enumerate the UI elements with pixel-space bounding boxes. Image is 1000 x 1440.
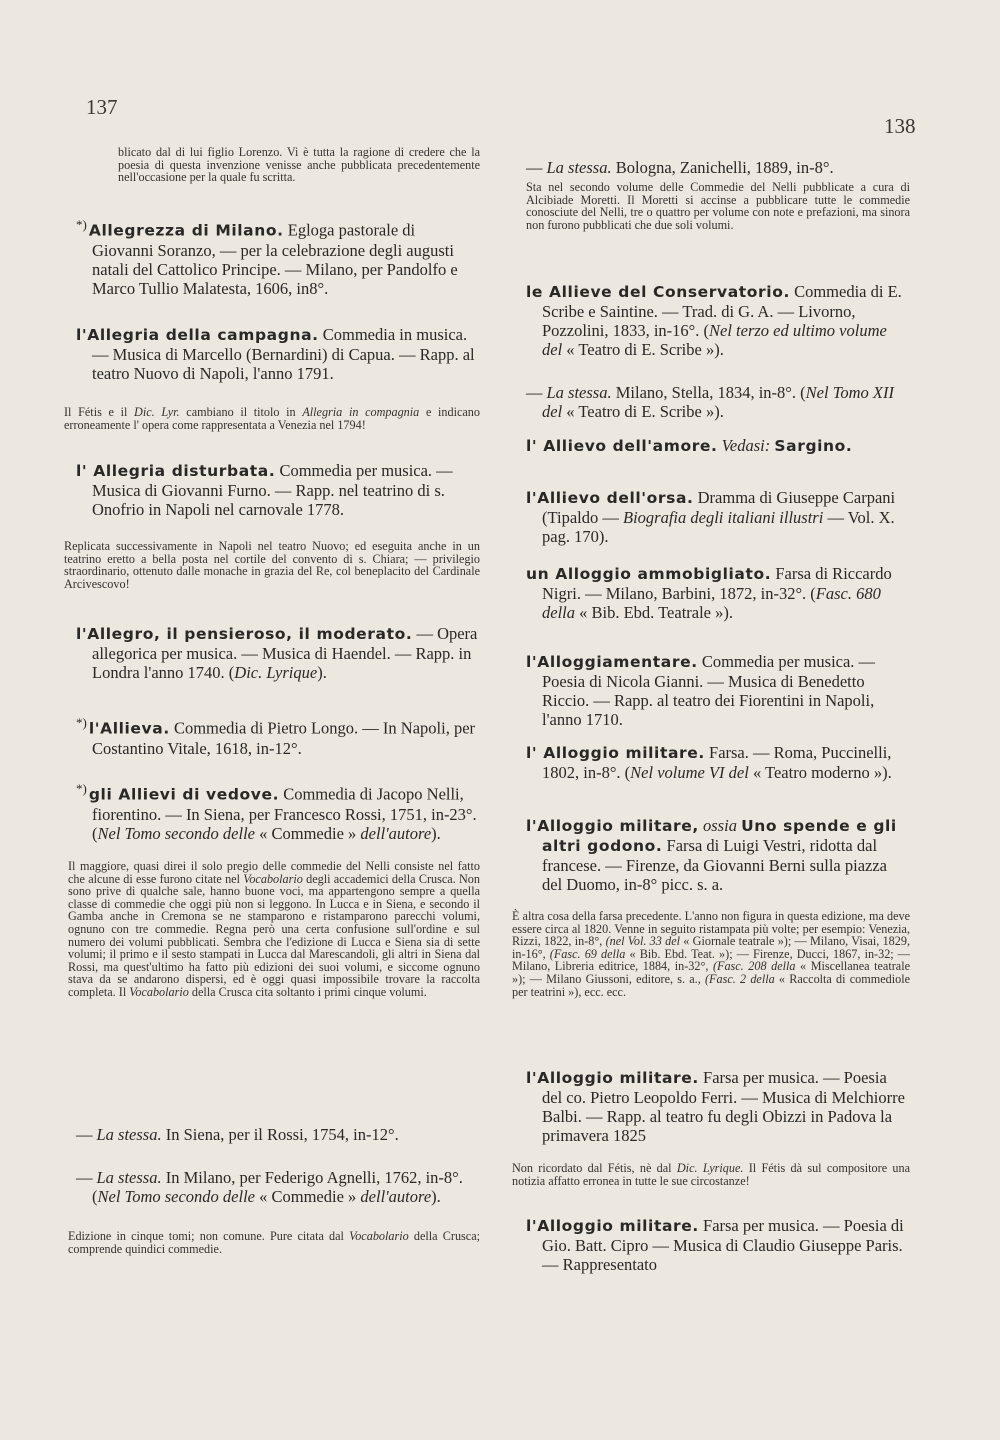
headword: l'Allieva. (88, 719, 170, 738)
right-column (510, 0, 910, 1440)
entry-text: Farsa di Luigi Vestri, ridotta dal francese. — Firenze, da Giovanni Berni sulla piazza del Duomo, in-8° picc. s. a. (542, 836, 887, 894)
entry-allegria-disturbata (60, 461, 480, 519)
note-italic: Dic. Lyr. (134, 405, 180, 419)
headword: gli Allievi di vedove. (88, 785, 280, 804)
note-non-ricordato (512, 1162, 910, 1187)
dash-marker: — (526, 158, 543, 177)
entry-alloggio-militare-ferri (510, 1068, 910, 1145)
entry-text: Farsa. — Roma, Puccinelli, 1802, in-8°. ( (542, 743, 892, 782)
headword: l'Alloggio militare. (526, 1217, 699, 1235)
entry-allievo-orsa (510, 488, 910, 546)
note-text: della Crusca cita soltanto i primi cinque volumi. (188, 984, 427, 999)
entry-text: « Teatro di E. Scribe »). (562, 402, 724, 421)
entry-italic: Nel terzo ed ultimo volume del (542, 321, 887, 359)
entry-allievo-amore (510, 436, 910, 456)
note-italic: Vocabolario (349, 1229, 409, 1243)
page-number-left: 137 (86, 95, 118, 119)
note-text: È altra cosa della farsa precedente. L'anno non figura in questa edizione, ma deve essere circa al 1820. Venne in seguito ristampata più volte; per esempio: Venezia, Rizzi, 1822, in-8°, (512, 909, 910, 949)
entry-text: Commedia di Pietro Longo. — In Napoli, per Costantino Vitale, 1618, in-12°. (92, 718, 476, 758)
note-text: « Giornale teatrale »); — Milano, Visai, 1829, in-16°, (512, 934, 910, 961)
headword: Allegrezza di Milano. (88, 221, 284, 240)
note-text: « Bib. Ebd. Teat. »); — Firenze, Ducci, 1867, in-32; — Milano, Libreria editrice, 1884, in-32°, (512, 946, 910, 974)
headword: l' Allievo dell'amore. (526, 437, 718, 455)
entry-text: « Teatro di E. Scribe »). (562, 340, 724, 359)
note-text: « Raccolta di commediole per teatrini »), ecc. ecc. (512, 971, 910, 999)
page-number-right: 138 (884, 114, 916, 138)
entry-text: Bologna, Zanichelli, 1889, in-8°. (611, 158, 834, 177)
entry-italic: La stessa. (546, 158, 612, 177)
note-fetis (64, 406, 480, 431)
entry-text: « Commedie » (255, 823, 361, 843)
entry-text: In Milano, per Federigo Agnelli, 1762, in-8°. ( (92, 1168, 463, 1206)
entry-allegro-pensieroso (60, 624, 480, 682)
dash-marker: — (76, 1125, 93, 1144)
note-text: « Miscellanea teatrale »); — Milano Giussoni, editore, s. a., (512, 959, 910, 986)
entry-italic: Nel Tomo secondo delle (97, 1187, 255, 1206)
entry-italic: Nel Tomo secondo delle (97, 823, 255, 843)
entry-italic: Dic. Lyrique (234, 663, 318, 682)
note-italic: (Fasc. 69 della (549, 946, 626, 961)
entry-text: « Bib. Ebd. Teatrale »). (575, 603, 733, 622)
note-text: e indicano erroneamente l' opera come rappresentata a Venezia nel 1794! (64, 405, 480, 432)
entry-alloggiamentare (510, 652, 910, 729)
headword: l'Allegro, il pensieroso, il moderato. (76, 625, 413, 643)
entry-alloggio-militare-cipro (510, 1216, 910, 1274)
headword: l' Alloggio militare. (526, 744, 705, 762)
note-altra-cosa (512, 910, 910, 998)
note-continuation: blicato dal di lui figlio Lorenzo. Vi è tutta la ragione di credere che la poesia di questa invenzione venisse anche pubblicata precedentemente nell'occasione per la quale fu scritta. (118, 145, 480, 185)
note-text: Il Fétis dà sul compositore una notizia affatto erronea in tutte le sue circostanze! (512, 1161, 911, 1188)
note-text: Non ricordato dal Fétis, nè dal (512, 1161, 677, 1175)
entry-la-stessa-bologna (510, 158, 910, 177)
entry-italic: Fasc. 680 della (542, 584, 881, 622)
note-italic: (Fasc. 208 della (712, 959, 796, 974)
entry-italic: dell'autore (360, 823, 432, 843)
entry-allieva (60, 713, 480, 758)
entry-text: Farsa per musica. — Poesia del co. Pietro Leopoldo Ferri. — Musica di Melchiorre Balbi. — Rapp. al teatro fu degli Obizzi in Padova la primavera 1825 (542, 1068, 905, 1145)
entry-la-stessa-siena (60, 1125, 480, 1144)
headword: le Allieve del Conservatorio. (526, 283, 790, 301)
entry-italic: La stessa. (546, 383, 612, 402)
entry-text: — Vol. X. pag. 170). (542, 508, 895, 546)
entry-italic: Biografia degli italiani illustri (623, 508, 824, 527)
entry-alloggio-ammobigliato (510, 564, 910, 622)
entry-text: Commedia per musica. — Musica di Giovanni Furno. — Rapp. nel teatrino di s. Onofrio in Napoli nel carnovale 1778. (92, 461, 453, 519)
dash-marker: — (76, 1168, 93, 1187)
entry-italic: La stessa. (96, 1168, 162, 1187)
entry-text: Dramma di Giuseppe Carpani (Tipaldo — (542, 488, 896, 527)
note-text: Il Fétis e il (64, 405, 135, 419)
headword: un Alloggio ammobigliato. (526, 565, 772, 583)
entry-italic: ossia (703, 816, 737, 835)
entry-text: ). (317, 663, 327, 682)
entry-la-stessa-milano (60, 1168, 480, 1206)
headword: l'Alloggio militare. (526, 1069, 699, 1087)
entry-italic: La stessa. (96, 1125, 162, 1144)
note-italic: (nel Vol. 33 del (605, 934, 681, 949)
headword-crossref: Sargino. (774, 437, 853, 455)
note-italic: Vocabolario (243, 871, 303, 886)
headword: l'Alloggiamentare. (526, 653, 698, 671)
note-text: degli accademici della Crusca. Non sono prive di qualche sale, hanno buone voci, ma appartengono sempre a quella classe di commedie che oggi più non si leggono. In Lucca e in Siena, e secondo il Gamba anche in Cremona se ne stamparono e ristamparono parecchi volumi, ognuno con tre commedie. Regna però una certa confusione sull'ordine e sul numero dei volumi pubblicati. Sembra che l'edizione di Lucca e Siena sia di sette volumi; il primo e il sesto stampati in Lucca dal Marescandoli, gli altri in Siena dal Rossi, ma quest'ultimo ha fatto più edizioni dei suoi volumi, e siccome ognuno stava da se andarono dispersi, ed è oggi quasi impossibile trovare la raccolta completa. Il (68, 871, 480, 999)
note-text: Il maggiore, quasi direi il solo pregio delle commedie del Nelli consiste nel fatto che alcune di esse furono citate nel (68, 859, 480, 886)
entry-allieve-conservatorio (510, 282, 910, 359)
headword: l' Allegria disturbata. (76, 462, 276, 480)
asterisk-marker: *) (76, 781, 87, 796)
entry-text: ). (431, 1187, 441, 1206)
entry-allegria-della-campagna (60, 325, 480, 383)
note-italic: (Fasc. 2 della (705, 971, 775, 986)
entry-text: ). (431, 823, 441, 843)
entry-text: In Siena, per il Rossi, 1754, in-12°. (161, 1125, 399, 1144)
entry-text: Egloga pastorale di Giovanni Soranzo, — per la celebrazione degli augusti natali del Cattolico Principe. — Milano, per Pandolfo e Marco Tullio Malatesta, 1606, in8°. (92, 220, 458, 298)
entry-allievi-di-vedove (60, 779, 480, 843)
entry-la-stessa-stella (510, 383, 910, 421)
entry-text: « Teatro moderno »). (748, 763, 892, 782)
note-text: cambiano il titolo in (179, 405, 303, 419)
headword-alt: Uno spende e gli altri godono. (542, 817, 897, 855)
note-text: Edizione in cinque tomi; non comune. Pure citata dal (68, 1229, 350, 1243)
note-nelli (68, 860, 480, 999)
entry-text: Farsa di Riccardo Nigri. — Milano, Barbini, 1872, in-32°. ( (542, 564, 892, 603)
entry-text: « Commedie » (255, 1187, 361, 1206)
note-italic: Dic. Lyrique. (676, 1161, 744, 1175)
note-italic: Allegria in compagnia (302, 405, 420, 419)
entry-text: Commedia di E. Scribe e Saintine. — Trad. di G. A. — Livorno, Pozzolini, 1833, in-16°. ( (542, 282, 902, 340)
asterisk-marker: *) (76, 715, 87, 730)
dash-marker: — (526, 383, 543, 402)
asterisk-marker: *) (76, 217, 87, 232)
entry-allegrezza-di-milano (60, 215, 480, 298)
entry-alloggio-militare-vestri (510, 816, 910, 894)
headword: l'Allegria della campagna. (76, 326, 319, 344)
entry-italic: Nel Tomo XII del (542, 383, 894, 421)
headword: l'Alloggio militare, (526, 817, 699, 835)
entry-text: Commedia per musica. — Poesia di Nicola Gianni. — Musica di Benedetto Riccio. — Rapp. al teatro dei Fiorentini in Napoli, l'anno 1710. (542, 652, 876, 729)
entry-text: Commedia di Jacopo Nelli, fiorentino. — In Siena, per Francesco Rossi, 1751, in-23°. ( (92, 784, 477, 843)
note-moretti: Sta nel secondo volume delle Commedie del Nelli pubblicate a cura di Alcibiade Moretti. Il Moretti si accinse a pubblicare tutte le commedie conosciute del Nelli, tre o quattro per volume con note e prefazioni, ma sinora non furono pubblicati che due soli volumi. (526, 180, 910, 232)
note-replicata: Replicata successivamente in Napoli nel teatro Nuovo; ed eseguita anche in un teatrino eretto a bella posta nel cortile del convento di s. Chiara; — privilegio straordinario, ottenuto dalle monache in grazia del Re, col beneplacito del Cardinale Arcivescovo! (64, 539, 480, 591)
entry-text: Milano, Stella, 1834, in-8°. ( (611, 383, 806, 402)
note-text: della Crusca; comprende quindici commedie. (68, 1229, 480, 1256)
entry-italic: Vedasi: (721, 436, 771, 455)
entry-text: Commedia in musica. — Musica di Marcello (Bernardini) di Capua. — Rapp. al teatro Nuovo di Napoli, l'anno 1791. (92, 325, 475, 383)
entry-italic: dell'autore (360, 1187, 432, 1206)
note-italic: Vocabolario (129, 984, 189, 999)
entry-text: — Opera allegorica per musica. — Musica di Haendel. — Rapp. in Londra l'anno 1740. ( (92, 624, 478, 682)
entry-italic: Nel volume VI del (630, 763, 749, 782)
left-column (60, 0, 480, 1440)
entry-text: Farsa per musica. — Poesia di Gio. Batt. Cipro — Musica di Claudio Giuseppe Paris. — Rappresentato (542, 1216, 904, 1274)
note-edizione (68, 1230, 480, 1255)
headword: l'Allievo dell'orsa. (526, 489, 694, 507)
entry-alloggio-militare-roma (510, 743, 910, 782)
